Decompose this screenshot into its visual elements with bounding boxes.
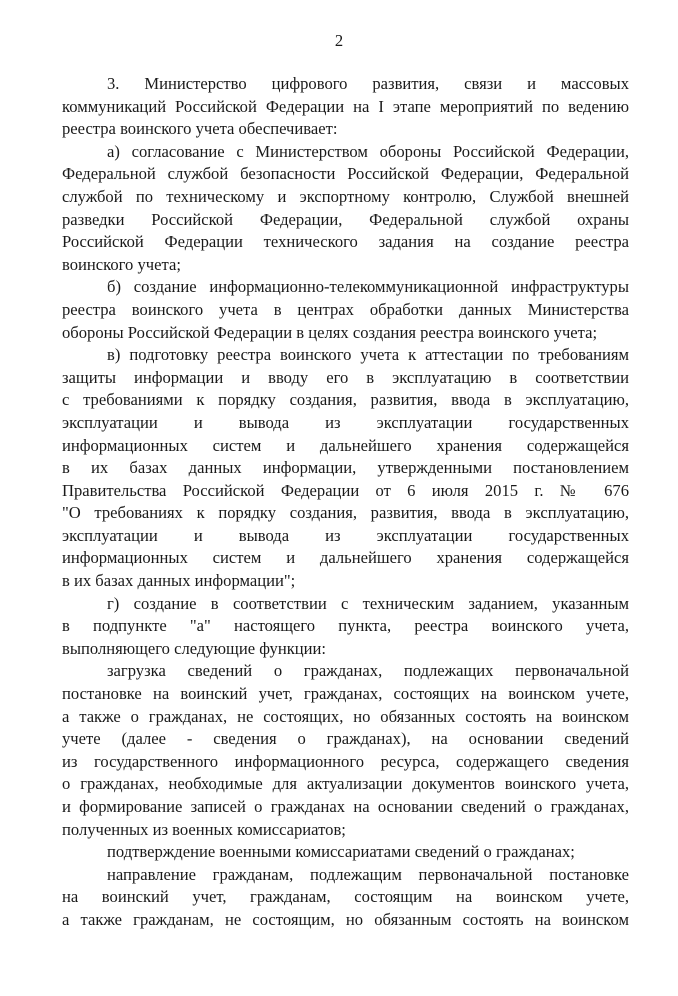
text-line: направление гражданам, подлежащим первоначальной постановке [107,864,629,884]
text-line: обороны Российской Федерации в целях создания реестра воинского учета; [62,322,598,342]
text-line: постановке на воинский учет, гражданах, состоящих на воинском учете, [62,684,629,704]
text-line: Российской Федерации технического задания на создание реестра [62,232,629,252]
text-line: а также о гражданах, не состоящих, но обязанных состоять на воинском [62,706,629,726]
text-line: эксплуатации и вывода из эксплуатации государственных [62,412,629,432]
text-line: службой по техническому и экспортному контролю, Службой внешней [62,186,629,206]
text-line: в) подготовку реестра воинского учета к аттестации по требованиям [107,345,629,365]
text-line: б) создание информационно-телекоммуникационной инфраструктуры [107,277,629,297]
text-line: учете (далее - сведения о гражданах), на основании сведений [62,729,629,749]
text-line: в их базах данных информации, утвержденными постановлением [62,458,629,478]
page-number: 2 [334,31,344,50]
text-line: в подпункте "а" настоящего пункта, реестра воинского учета, [62,616,629,636]
text-line: воинского учета; [62,254,181,274]
text-line: с требованиями к порядку создания, развития, ввода в эксплуатацию, [62,390,629,410]
text-line: эксплуатации и вывода из эксплуатации государственных [62,525,629,545]
text-line: и формирование записей о гражданах на основании сведений о гражданах, [62,797,629,816]
text-line: 3. Министерство цифрового развития, связи и массовых [107,74,629,93]
text-line: реестра воинского учета в центрах обработки данных Министерства [62,299,629,319]
text-line: а) согласование с Министерством обороны Российской Федерации, [107,141,629,161]
text-line: информационных систем и дальнейшего хранения содержащейся [62,548,629,568]
text-line: о гражданах, необходимые для актуализации документов воинского учета, [62,774,629,794]
text-line: Правительства Российской Федерации от 6 июля 2015 г. № 676 [62,480,629,500]
document-body [62,73,629,932]
text-line: коммуникаций Российской Федерации на I этапе мероприятий по ведению [62,96,629,116]
text-line: из государственного информационного ресурса, содержащего сведения [62,751,629,771]
text-line: в их базах данных информации"; [62,571,296,591]
text-line: подтверждение военными комиссариатами сведений о гражданах; [107,842,575,862]
text-line: а также гражданам, не состоящим, но обязанным состоять на воинском [62,909,629,929]
text-line: защиты информации и вводу его в эксплуатацию в соответствии [62,367,629,387]
text-line: Федеральной службой безопасности Российской Федерации, Федеральной [62,164,629,184]
text-line: реестра воинского учета обеспечивает: [62,119,338,139]
text-line: на воинский учет, гражданам, состоящим на воинском учете, [62,887,629,907]
text-line: полученных из военных комиссариатов; [62,819,346,839]
text-line: разведки Российской Федерации, Федеральной службой охраны [62,209,629,229]
text-line: г) создание в соответствии с техническим заданием, указанным [107,593,629,613]
text-line: выполняющего следующие функции: [62,638,327,658]
text-line: "О требованиях к порядку создания, развития, ввода в эксплуатацию, [62,503,629,523]
text-line: информационных систем и дальнейшего хранения содержащейся [62,435,629,455]
text-line: загрузка сведений о гражданах, подлежащих первоначальной [107,661,629,681]
